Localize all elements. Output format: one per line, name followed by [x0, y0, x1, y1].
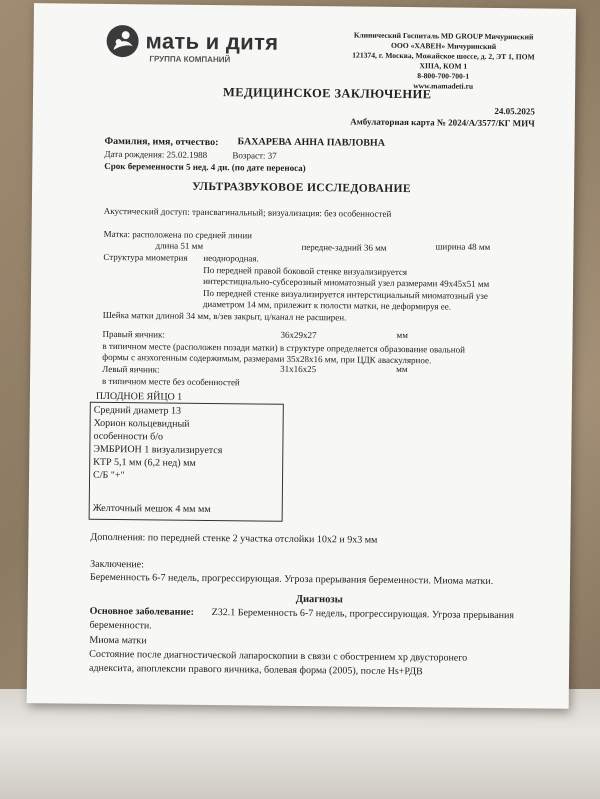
conclusion-label: Заключение: — [90, 558, 144, 571]
right-ovary-size: 36х29х27 — [280, 329, 317, 341]
pregnancy-term: Срок беременности 5 нед. 4 дн. (по дате переноса) — [104, 160, 306, 174]
gestational-sac-title: ПЛОДНОЕ ЯЙЦО 1 — [95, 390, 183, 403]
patient-name: БАХАРЕВА АННА ПАВЛОВНА — [237, 136, 385, 149]
gestational-sac-line: С/Б "+" — [93, 469, 125, 482]
clinic-info — [333, 30, 554, 92]
clinic-line: Клинический Госпиталь MD GROUP Мичуринский — [353, 30, 534, 42]
birth-date: Дата рождения: 25.02.1988 — [104, 148, 208, 160]
acoustic-access: Акустический доступ: трансвагинальный; визуализация: без особенностей — [103, 205, 392, 219]
medical-report-sheet — [27, 3, 576, 709]
yolk-sac: Желточный мешок 4 мм мм — [92, 502, 211, 516]
ultrasound-title: УЛЬТРАЗВУКОВОЕ ИССЛЕДОВАНИЕ — [192, 180, 412, 196]
uterus-position: Матка: расположена по средней линии — [103, 228, 253, 241]
left-ovary-desc: в типичном месте без особенностей — [102, 375, 240, 388]
myometrium-label: Структура миометрия — [103, 251, 188, 263]
diagnosis-line: аднексита, апоплексии правого яичника, болевая форма (2005), после Hs+РДВ — [88, 662, 423, 678]
fio-label: Фамилия, имя, отчество: — [104, 135, 219, 149]
left-ovary-size: 31х16х25 — [280, 363, 317, 375]
clinic-line: 121374, г. Москва, Можайское шоссе, д. 2, ЭТ 1, ПОМ — [352, 50, 535, 62]
diagnosis-title: Диагнозы — [295, 593, 343, 606]
myometrium-text: По передней стенке визуализируется интерстициальный миоматозный узе — [202, 287, 488, 301]
uterus-length: длина 51 мм — [155, 240, 204, 251]
clinic-line: 8-800-700-700-1 — [417, 71, 470, 81]
gestational-sac-box — [89, 402, 284, 522]
clinic-line: ООО «ХАВЕН» Мичуринский — [390, 40, 497, 52]
conclusion-text: Беременность 6-7 недель, прогрессирующая. Угроза прерывания беременности. Миома матки. — [89, 571, 494, 588]
diagnosis-line: Миома матки — [89, 634, 147, 647]
uterus-width: ширина 48 мм — [435, 241, 491, 252]
myometrium-text: интерстициально-субсерозный миоматозный узел размерами 49х45х51 мм — [203, 275, 490, 289]
right-ovary-unit: мм — [396, 329, 409, 341]
myometrium-text: диаметром 14 мм, прилежит к полости матки, не деформируя ее. — [202, 298, 452, 312]
diagnosis-line: Состояние после диагностической лапароскопии в связи с обострением хр двусторонего — [89, 648, 468, 664]
right-ovary-label: Правый яичник: — [102, 328, 165, 340]
right-ovary-desc: формы с анэхогенным содержимым, размерами 35х28х16 мм, при ЦДК аваскулярное. — [102, 351, 432, 366]
gestational-sac-line: особенности б/о — [93, 430, 164, 443]
main-disease-text: беременности. — [89, 619, 152, 632]
gestational-sac-line: Хорион кольцевидный — [93, 417, 190, 430]
patient-age: Возраст: 37 — [232, 150, 277, 161]
gestational-sac-line: ЭМБРИОН 1 визуализируется — [93, 443, 223, 457]
report-date: 24.05.2025 — [494, 105, 535, 117]
main-disease-label: Основное заболевание: — [89, 605, 195, 618]
left-ovary-unit: мм — [396, 363, 408, 375]
brand-name: мать и дитя — [145, 28, 279, 55]
main-disease-text: Z32.1 Беременность 6-7 недель, прогрессирующая. Угроза прерывания — [211, 607, 515, 622]
mother-child-logo-icon — [105, 24, 139, 58]
clinic-line: XIIIA, КОМ 1 — [419, 61, 468, 71]
myometrium-text: неоднородная. — [203, 252, 259, 264]
uterus-ap-size: передне-задний 36 мм — [301, 241, 387, 253]
right-ovary-desc: в типичном месте (расположен позади матки) в структуре определяется образование овальной — [102, 340, 466, 355]
card-number: Амбулаторная карта № 2024/А/3577/КГ МИЧ — [350, 116, 535, 129]
myometrium-text: По передней правой боковой стенке визуализируется — [203, 264, 408, 278]
gestational-sac-line: Средний диаметр 13 — [93, 404, 182, 417]
gestational-sac-line: КТР 5,1 мм (6,2 нед) мм — [93, 456, 196, 469]
cervix-text: Шейка матки длиной 34 мм, в/зев закрыт, ц/канал не расширен. — [102, 309, 347, 323]
brand-subtitle: ГРУППА КОМПАНИЙ — [149, 54, 231, 65]
clinic-line: www.mamadeti.ru — [413, 81, 474, 91]
left-ovary-label: Левый яичник: — [102, 363, 160, 375]
document-title: МЕДИЦИНСКОЕ ЗАКЛЮЧЕНИЕ — [223, 85, 432, 102]
additions-text: Дополнения: по передней стенке 2 участка отслойки 10х2 и 9х3 мм — [90, 531, 378, 546]
